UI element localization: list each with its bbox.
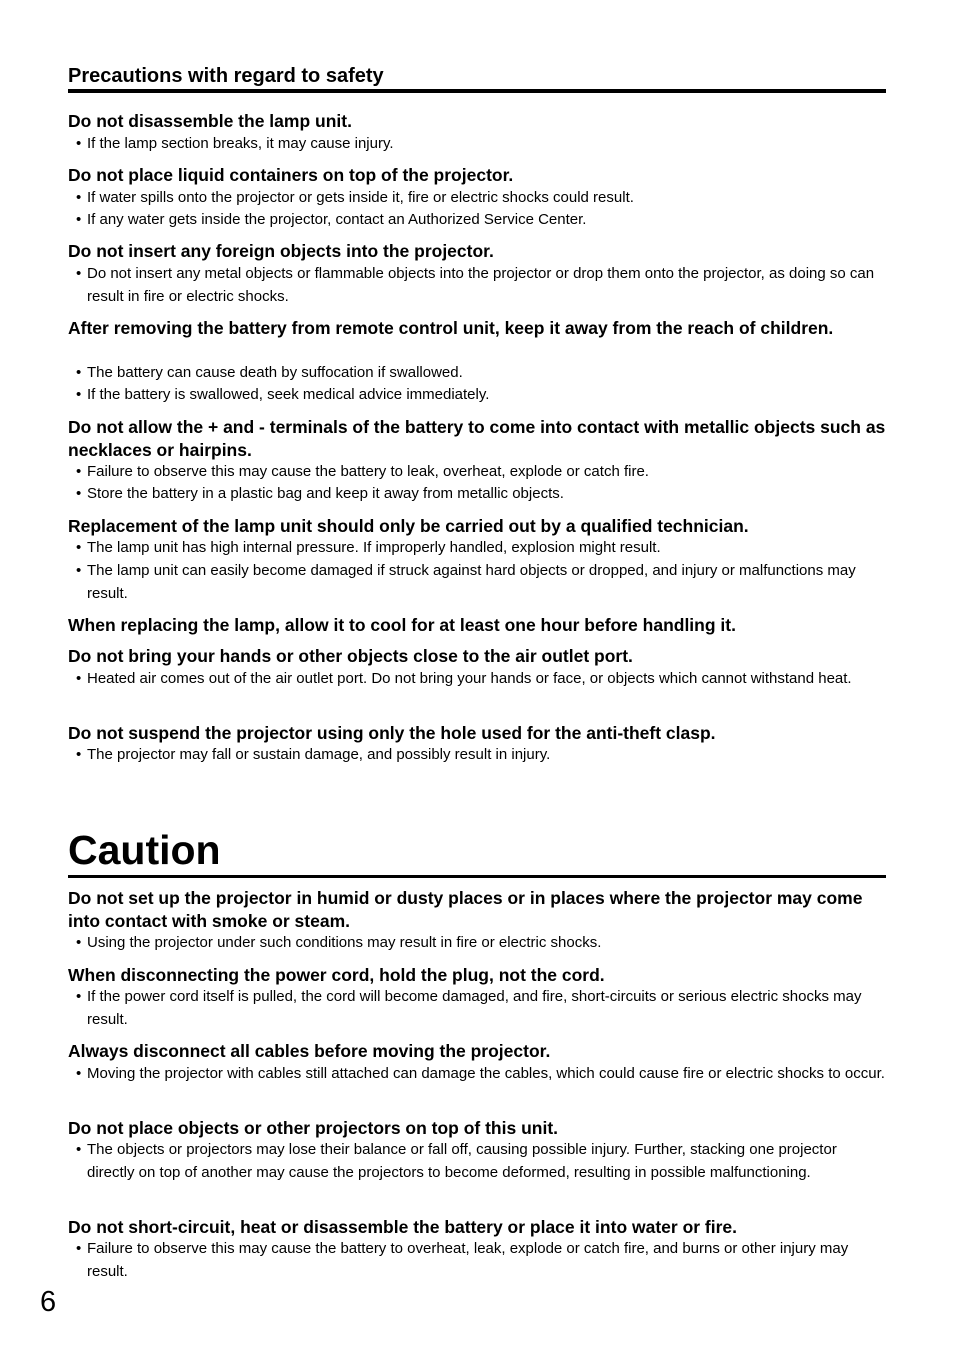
bullet-text: Failure to observe this may cause the battery to leak, overheat, explode or catch fire.	[87, 463, 649, 480]
bullet-text: If the lamp section breaks, it may cause injury.	[87, 135, 394, 152]
bullet-text: The battery can cause death by suffocation if swallowed.	[87, 364, 463, 381]
bullet-text: Failure to observe this may cause the battery to overheat, leak, explode or catch fire, and burns or other injury may result.	[87, 1240, 849, 1280]
bullet-item: • Failure to observe this may cause the battery to leak, overheat, explode or catch fire.	[76, 461, 886, 484]
bullet-text: The projector may fall or sustain damage, and possibly result in injury.	[87, 746, 551, 763]
bullet-text: If water spills onto the projector or gets inside it, fire or electric shocks could result.	[87, 189, 634, 206]
bullet-text: Moving the projector with cables still attached can damage the cables, which could cause fire or electric shocks to occur.	[87, 1065, 885, 1082]
bullet-item: • Do not insert any metal objects or flammable objects into the projector or drop them onto the projector, as doing so can result in fire or electric shocks.	[76, 263, 886, 308]
safety-heading: Do not insert any foreign objects into the projector.	[68, 241, 494, 261]
bullet-item: • Using the projector under such conditions may result in fire or electric shocks.	[76, 932, 886, 955]
caution-heading: Do not short-circuit, heat or disassemble the battery or place it into water or fire.	[68, 1217, 738, 1237]
bullet-text: The lamp unit has high internal pressure. If improperly handled, explosion might result.	[87, 539, 661, 556]
bullet-item: • Failure to observe this may cause the battery to overheat, leak, explode or catch fire, and burns or other injury may result.	[76, 1238, 886, 1283]
bullet-item: • If water spills onto the projector or gets inside it, fire or electric shocks could result.	[76, 187, 886, 210]
bullet-item: • Moving the projector with cables still attached can damage the cables, which could cause fire or electric shocks to occur.	[76, 1063, 886, 1086]
section-title-safety: Precautions with regard to safety	[68, 64, 886, 93]
bullet-item: • If the battery is swallowed, seek medical advice immediately.	[76, 384, 886, 407]
bullet-text: If any water gets inside the projector, contact an Authorized Service Center.	[87, 211, 587, 228]
bullet-text: If the battery is swallowed, seek medical advice immediately.	[87, 386, 490, 403]
bullet-item: • The projector may fall or sustain damage, and possibly result in injury.	[76, 744, 886, 767]
safety-heading: Do not bring your hands or other objects close to the air outlet port.	[68, 646, 633, 666]
caution-heading: When disconnecting the power cord, hold the plug, not the cord.	[68, 965, 605, 985]
page-number: 6	[40, 1286, 57, 1318]
bullet-item: • The lamp unit can easily become damaged if struck against hard objects or dropped, and injury or malfunctions may result.	[76, 560, 886, 605]
bullet-item: • Store the battery in a plastic bag and keep it away from metallic objects.	[76, 483, 886, 506]
bullet-text: Using the projector under such conditions may result in fire or electric shocks.	[87, 934, 602, 951]
bullet-item: • The battery can cause death by suffocation if swallowed.	[76, 362, 886, 385]
safety-heading: Do not place liquid containers on top of the projector.	[68, 165, 514, 185]
bullet-item: • If any water gets inside the projector, contact an Authorized Service Center.	[76, 209, 886, 232]
bullet-item: • Heated air comes out of the air outlet port. Do not bring your hands or face, or objects which cannot withstand heat.	[76, 668, 886, 691]
caution-heading: Do not set up the projector in humid or dusty places or in places where the projector may come into contact with smoke or steam.	[68, 888, 863, 931]
bullet-text: The objects or projectors may lose their balance or fall off, causing possible injury. Further, stacking one projector directly on top of another may cause the projectors to become deformed, resulting in possible malfunctioning.	[87, 1141, 837, 1181]
bullet-text: Do not insert any metal objects or flammable objects into the projector or drop them onto the projector, as doing so can result in fire or electric shocks.	[87, 265, 875, 305]
safety-heading: When replacing the lamp, allow it to cool for at least one hour before handling it.	[68, 615, 736, 635]
safety-heading: After removing the battery from remote control unit, keep it away from the reach of children.	[68, 318, 834, 338]
safety-heading: Do not suspend the projector using only the hole used for the anti-theft clasp.	[68, 723, 716, 743]
bullet-text: If the power cord itself is pulled, the cord will become damaged, and fire, short-circuits or serious electric shocks may result.	[87, 988, 862, 1028]
caution-heading: Always disconnect all cables before moving the projector.	[68, 1041, 551, 1061]
bullet-text: Heated air comes out of the air outlet port. Do not bring your hands or face, or objects which cannot withstand heat.	[87, 670, 852, 687]
bullet-item: • If the lamp section breaks, it may cause injury.	[76, 133, 886, 156]
safety-heading: Do not disassemble the lamp unit.	[68, 111, 352, 131]
caution-heading: Do not place objects or other projectors on top of this unit.	[68, 1118, 559, 1138]
safety-heading: Do not allow the + and - terminals of the battery to come into contact with metallic objects such as necklaces or hairpins.	[68, 417, 886, 460]
bullet-item: • If the power cord itself is pulled, the cord will become damaged, and fire, short-circuits or serious electric shocks may result.	[76, 986, 886, 1031]
section-title-caution: Caution	[68, 827, 886, 878]
bullet-text: The lamp unit can easily become damaged if struck against hard objects or dropped, and injury or malfunctions may result.	[87, 562, 856, 602]
bullet-text: Store the battery in a plastic bag and keep it away from metallic objects.	[87, 485, 564, 502]
safety-heading: Replacement of the lamp unit should only be carried out by a qualified technician.	[68, 516, 749, 536]
bullet-item: • The objects or projectors may lose their balance or fall off, causing possible injury. Further, stacking one projector directly on top of another may cause the projectors to become deformed, resulting in possible malfunctioning.	[76, 1139, 886, 1184]
bullet-item: • The lamp unit has high internal pressure. If improperly handled, explosion might result.	[76, 537, 886, 560]
